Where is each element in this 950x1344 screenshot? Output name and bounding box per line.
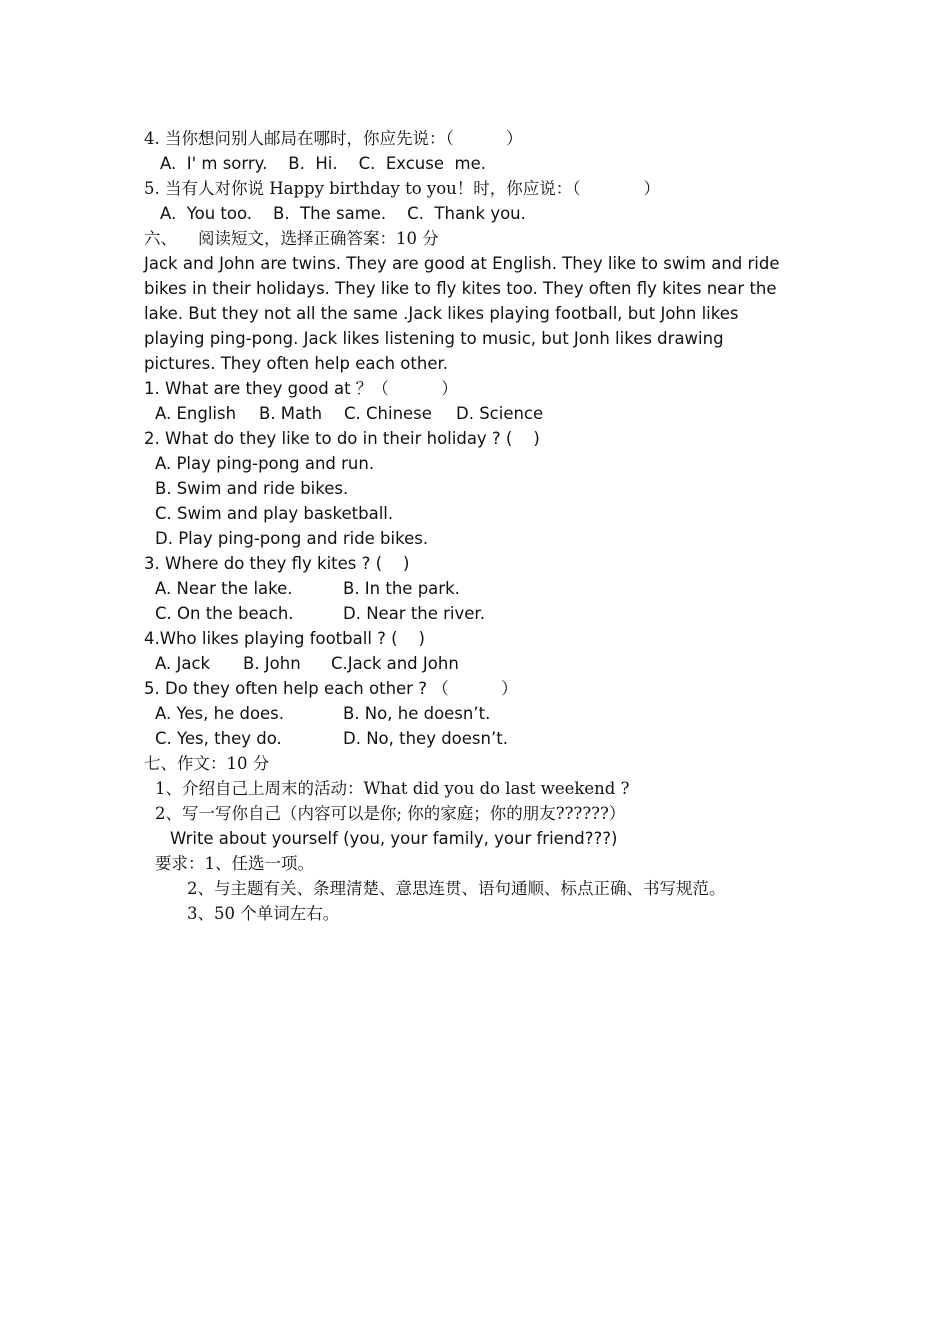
option: C.Jack and John — [331, 654, 459, 673]
option: B. John — [243, 654, 301, 673]
option: C. On the beach. — [155, 604, 294, 623]
reading-passage: Jack and John are twins. They are good at English. They like to swim and ride bikes in their holidays. They like to fly kites too. They often fly kites near the lake. But they not all the same .Jack likes playing football, but John likes playing ping-pong. Jack likes listening to music, but Jonh likes drawing pictures. They often help each other. — [144, 254, 780, 373]
question-4-options: A. I' m sorry. B. Hi. C. Excuse me. — [160, 154, 486, 173]
question-4-prompt: 4. 当你想问别人邮局在哪时，你应先说：（ ） — [144, 129, 523, 148]
reading-question-4: 4.Who likes playing football ? ( ) — [144, 629, 425, 648]
option: C. Yes, they do. — [155, 729, 282, 748]
option: A. Jack — [155, 654, 211, 673]
option: B. No, he doesn’t. — [343, 704, 491, 723]
reading-question-1-options — [144, 401, 804, 426]
option: D. Science — [456, 404, 544, 423]
writing-option-2-english: Write about yourself (you, your family, your friend???) — [170, 829, 618, 848]
reading-question-2-option-b: B. Swim and ride bikes. — [155, 479, 349, 498]
worksheet-page — [144, 126, 804, 926]
option: A. Yes, he does. — [155, 704, 285, 723]
writing-option-2: 2、写一写你自己（内容可以是你; 你的家庭；你的朋友??????） — [155, 804, 626, 823]
writing-requirements-label: 要求：1、任选一项。 — [155, 854, 314, 873]
reading-question-4-options — [144, 651, 804, 676]
writing-requirement-2: 2、与主题有关、条理清楚、意思连贯、语句通顺、标点正确、书写规范。 — [187, 879, 726, 898]
option: A. Near the lake. — [155, 579, 293, 598]
reading-question-5: 5. Do they often help each other ? （ ） — [144, 679, 518, 698]
section-6-heading: 六、 阅读短文，选择正确答案：10 分 — [144, 229, 439, 248]
reading-question-2-option-d: D. Play ping-pong and ride bikes. — [155, 529, 429, 548]
reading-question-2: 2. What do they like to do in their holiday ? ( ) — [144, 429, 540, 448]
reading-question-1: 1. What are they good at ？（ ） — [144, 379, 458, 398]
option: B. In the park. — [343, 579, 460, 598]
reading-question-5-options-cd — [144, 726, 804, 751]
option: A. English — [155, 404, 237, 423]
reading-question-2-option-c: C. Swim and play basketball. — [155, 504, 394, 523]
question-5-options: A. You too. B. The same. C. Thank you. — [160, 204, 526, 223]
reading-question-3: 3. Where do they fly kites ? ( ) — [144, 554, 410, 573]
question-5-prompt: 5. 当有人对你说 Happy birthday to you！时，你应说：（ ） — [144, 179, 660, 198]
reading-question-3-options-cd — [144, 601, 804, 626]
option: D. No, they doesn’t. — [343, 729, 508, 748]
writing-option-1: 1、介绍自己上周末的活动：What did you do last weekend ? — [155, 779, 630, 798]
option: C. Chinese — [344, 404, 432, 423]
option: B. Math — [259, 404, 323, 423]
option: D. Near the river. — [343, 604, 485, 623]
section-7-heading: 七、作文：10 分 — [144, 754, 270, 773]
writing-requirement-3: 3、50 个单词左右。 — [187, 904, 340, 923]
reading-question-2-option-a: A. Play ping-pong and run. — [155, 454, 375, 473]
reading-question-5-options-ab — [144, 701, 804, 726]
reading-question-3-options-ab — [144, 576, 804, 601]
